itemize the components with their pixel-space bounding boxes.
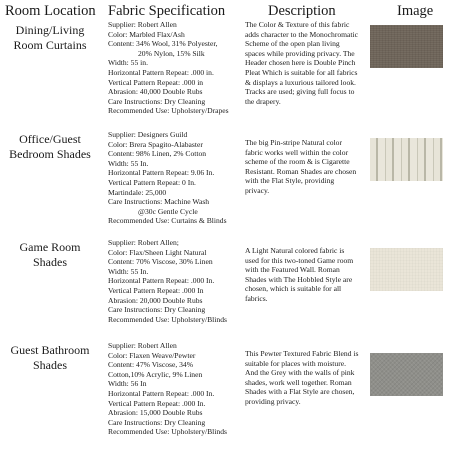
room-location — [0, 240, 100, 270]
spec-line: Color: Flax/Sheen Light Natural — [108, 247, 207, 257]
spec-line: Care Instructions: Dry Cleaning — [108, 305, 206, 315]
table-row — [0, 238, 450, 338]
spec-line: @30c Gentle Cycle — [138, 206, 198, 216]
spec-line: Vertical Pattern Repeat: .000 In. — [108, 398, 206, 408]
spec-line: Recommended Use: Upholstery/Blinds — [108, 314, 227, 324]
fabric-swatch-image — [370, 25, 443, 68]
description-text: A Light Natural colored fabric is used for this two-toned Game room with the Featured Wall. Roman Shades with The Hobbled Style are chosen, which is suitable for all fabrics. — [245, 246, 354, 303]
spec-line: Width: 55 In. — [108, 158, 149, 168]
room-location-line: Office/Guest — [19, 132, 81, 146]
spec-line: Supplier: Robert Allen — [108, 20, 177, 29]
spec-line: Horizontal Pattern Repeat: .000 In. — [108, 276, 215, 286]
description-text: The big Pin-stripe Natural color fabric works well within the color scheme of the room & is Cigarette Resistant. Roman Shades are chosen with the Flat Style, providing privacy. — [245, 138, 357, 195]
spec-line: Width: 55 in. — [108, 58, 148, 68]
fabric-swatch-image — [370, 248, 443, 291]
spec-line: Vertical Pattern Repeat: .000 in — [108, 77, 204, 87]
room-location-line: Room Curtains — [13, 38, 87, 52]
room-location-line: Guest Bathroom — [10, 343, 90, 357]
spec-line: Supplier: Robert Allen — [108, 341, 177, 350]
room-location-line: Game Room — [19, 240, 81, 254]
spec-line: Color: Marbled Flax/Ash — [108, 29, 185, 39]
fabric-spec — [108, 238, 242, 324]
spec-line: Width: 56 In — [108, 379, 147, 389]
header-fabric-specification: Fabric Specification — [108, 3, 226, 19]
fabric-swatch-image — [370, 353, 443, 396]
table-row — [0, 341, 450, 449]
spec-line: Content: 98% Linen, 2% Cotton — [108, 149, 207, 159]
room-location-line: Shades — [33, 358, 67, 372]
spec-line: Care Instructions: Dry Cleaning — [108, 96, 206, 106]
spec-line: Martindale: 25,000 — [108, 187, 167, 197]
spec-line: Color: Flaxen Weave/Pewter — [108, 350, 196, 360]
fabric-spec — [108, 20, 242, 116]
fabric-spec — [108, 130, 242, 226]
room-location — [0, 343, 100, 373]
spec-line: Color: Brera Spagito-Alabaster — [108, 139, 203, 149]
spec-line: Recommended Use: Curtains & Blinds — [108, 216, 227, 226]
spec-line: Horizontal Pattern Repeat: 9.06 In. — [108, 168, 215, 178]
spec-line: Abrasion: 20,000 Double Rubs — [108, 295, 203, 305]
description-text: This Pewter Textured Fabric Blend is suitable for places with moisture. And the Grey with the walls of pink shades, work well together. Roman Shades with a Flat Style are chosen, providing privacy. — [245, 349, 359, 406]
header-room-location: Room Location — [5, 3, 96, 19]
table-row — [0, 130, 450, 235]
spec-line: Width: 55 In. — [108, 266, 149, 276]
fabric-spec — [108, 341, 242, 437]
spec-line: Care Instructions: Dry Cleaning — [108, 417, 206, 427]
spec-line: Abrasion: 40,000 Double Rubs — [108, 87, 203, 97]
room-location-line: Shades — [33, 255, 67, 269]
spec-line: Supplier: Robert Allen; — [108, 238, 179, 247]
spec-line: Vertical Pattern Repeat: 0 In. — [108, 177, 196, 187]
fabric-swatch-image — [370, 138, 443, 181]
header-description: Description — [268, 3, 336, 19]
spec-line: Horizontal Pattern Repeat: .000 in. — [108, 67, 214, 77]
spec-line: Content: 70% Viscose, 30% Linen — [108, 257, 213, 267]
spec-line: Content: 34% Wool, 31% Polyester, — [108, 39, 218, 49]
description-text: The Color & Texture of this fabric adds character to the Monochromatic Scheme of the open plan living spaces while providing privacy. The Header chosen here is Double Pinch Pleat Which is suitable for all fabrics & displays a luxurious tailored look. Tracks are used; giving full focus to the drapery. — [245, 20, 359, 106]
spec-line: Recommended Use: Upholstery/Drapes — [108, 106, 229, 116]
spec-line: 20% Nylon, 15% Silk — [138, 48, 205, 58]
room-location-line: Bedroom Shades — [9, 147, 91, 161]
spec-line: Recommended Use: Upholstery/Blinds — [108, 427, 227, 437]
spec-line: Abrasion: 15,000 Double Rubs — [108, 408, 203, 418]
spec-line: Supplier: Designers Guild — [108, 130, 188, 139]
room-location-line: Dining/Living — [15, 23, 85, 37]
header-image: Image — [397, 3, 434, 19]
room-location — [0, 23, 100, 53]
spec-line: Care Instructions: Machine Wash — [108, 197, 210, 207]
spec-line: Cotton,10% Acrylic, 9% Linen — [108, 369, 203, 379]
spec-line: Vertical Pattern Repeat: .000 In — [108, 285, 204, 295]
spec-line: Horizontal Pattern Repeat: .000 In. — [108, 388, 215, 398]
table-row — [0, 19, 450, 127]
spec-line: Content: 47% Viscose, 34% — [108, 360, 194, 370]
room-location — [0, 132, 100, 162]
